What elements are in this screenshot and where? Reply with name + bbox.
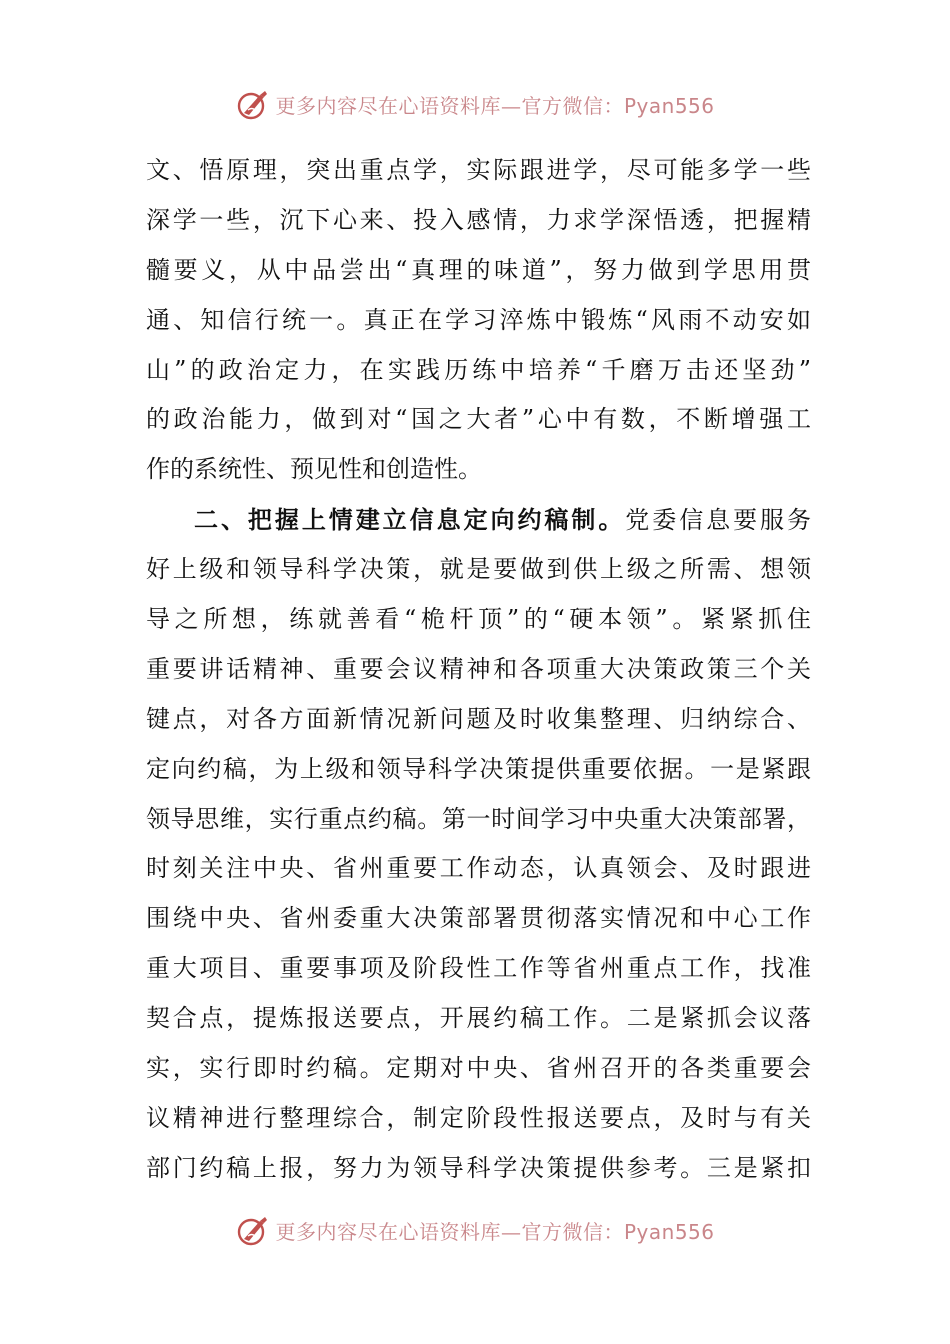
banner-label: 更多内容尽在心语资料库—官方微信： [275, 1219, 624, 1244]
text-line: 围绕中央、省州委重大决策部署贯彻落实情况和中心工作 [146, 904, 811, 933]
section-first-line [146, 495, 811, 545]
text-line: 定向约稿，为上级和领导科学决策提供重要依据。一是紧跟 [146, 754, 811, 783]
banner-content [235, 86, 714, 122]
text-line: 契合点，提炼报送要点，开展约稿工作。二是紧抓会议落 [146, 1004, 811, 1033]
section-first-line-text: 党委信息要服务 [625, 506, 811, 535]
text-line: 髓要义，从中品尝出“真理的味道”，努力做到学思用贯 [146, 255, 811, 284]
text-line: 键点，对各方面新情况新问题及时收集整理、归纳综合、 [146, 704, 811, 733]
text-line: 重要讲话精神、重要会议精神和各项重大决策政策三个关 [146, 654, 811, 683]
pen-circle-logo-icon [235, 86, 271, 122]
footer-watermark-banner [0, 1210, 950, 1250]
section-heading: 二、把握上情建立信息定向约稿制。 [194, 505, 626, 535]
banner-label: 更多内容尽在心语资料库—官方微信： [275, 93, 624, 118]
wechat-id: Pyan556 [623, 1219, 715, 1244]
text-line: 的政治能力，做到对“国之大者”心中有数，不断增强工 [146, 405, 811, 434]
banner-text [275, 90, 714, 119]
text-line: 实，实行即时约稿。定期对中央、省州召开的各类重要会 [146, 1054, 811, 1083]
text-line: 作的系统性、预见性和创造性。 [146, 455, 482, 484]
text-line: 时刻关注中央、省州重要工作动态，认真领会、及时跟进 [146, 854, 811, 883]
text-line: 部门约稿上报，努力为领导科学决策提供参考。三是紧扣 [146, 1153, 811, 1182]
pen-circle-logo-icon [235, 1212, 271, 1248]
header-watermark-banner [0, 84, 950, 124]
text-line: 通、知信行统一。真正在学习淬炼中锻炼“风雨不动安如 [146, 305, 811, 334]
text-line: 文、悟原理，突出重点学，实际跟进学，尽可能多学一些 [146, 156, 811, 184]
text-line: 领导思维，实行重点约稿。第一时间学习中央重大决策部署， [146, 804, 811, 833]
text-line: 山”的政治定力，在实践历练中培养“千磨万击还坚劲” [146, 355, 811, 384]
document-body [146, 146, 811, 1194]
text-line: 导之所想，练就善看“桅杆顶”的“硬本领”。紧紧抓住 [146, 605, 811, 634]
text-line: 重大项目、重要事项及阶段性工作等省州重点工作，找准 [146, 954, 811, 983]
text-line: 议精神进行整理综合，制定阶段性报送要点，及时与有关 [146, 1103, 811, 1132]
text-line: 好上级和领导科学决策，就是要做到供上级之所需、想领 [146, 555, 811, 584]
banner-text [275, 1216, 714, 1245]
wechat-id: Pyan556 [623, 93, 715, 118]
text-line: 深学一些，沉下心来、投入感情，力求学深悟透，把握精 [146, 205, 811, 234]
banner-content [235, 1212, 714, 1248]
